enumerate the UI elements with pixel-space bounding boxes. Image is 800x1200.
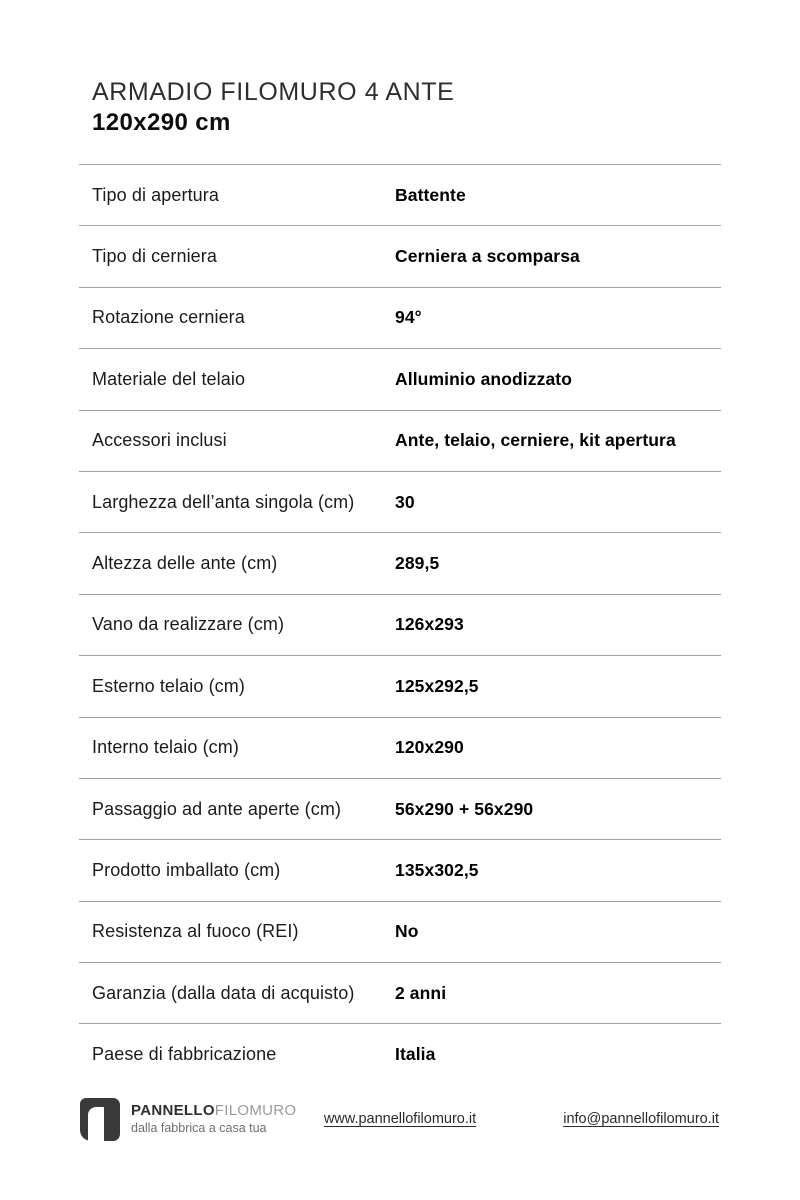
table-row (79, 532, 721, 593)
door-frame-icon (80, 1098, 120, 1141)
table-row (79, 471, 721, 532)
table-row (79, 778, 721, 839)
brand-tagline: dalla fabbrica a casa tua (131, 1121, 267, 1135)
spec-label: Altezza delle ante (cm) (92, 553, 278, 574)
table-row (79, 717, 721, 778)
brand-name: PANNELLOFILOMURO (131, 1102, 297, 1119)
spec-label: Tipo di cerniera (92, 246, 217, 267)
spec-label: Larghezza dell’anta singola (cm) (92, 491, 355, 512)
spec-value: No (395, 921, 419, 942)
spec-value: 30 (395, 491, 415, 512)
spec-value: 289,5 (395, 553, 440, 574)
table-row (79, 348, 721, 409)
spec-label: Interno telaio (cm) (92, 737, 239, 758)
page-title (92, 78, 454, 136)
table-row (79, 225, 721, 286)
email-link[interactable]: info@pannellofilomuro.it (563, 1111, 719, 1127)
product-size: 120x290 cm (92, 109, 231, 136)
table-row (79, 655, 721, 716)
spec-label: Esterno telaio (cm) (92, 675, 245, 696)
spec-value: 94° (395, 307, 422, 328)
spec-label: Rotazione cerniera (92, 307, 245, 328)
product-name: ARMADIO FILOMURO 4 ANTE (92, 78, 455, 106)
spec-label: Prodotto imballato (cm) (92, 859, 281, 880)
spec-label: Accessori inclusi (92, 430, 227, 451)
spec-label: Tipo di apertura (92, 184, 220, 205)
table-row (79, 287, 721, 348)
spec-label: Passaggio ad ante aperte (cm) (92, 798, 342, 819)
spec-value: 56x290 + 56x290 (395, 798, 534, 819)
spec-value: 2 anni (395, 982, 447, 1003)
spec-value: Italia (395, 1044, 436, 1065)
spec-label: Materiale del telaio (92, 368, 246, 389)
website-link[interactable]: www.pannellofilomuro.it (323, 1111, 477, 1127)
spec-value: Alluminio anodizzato (395, 368, 572, 389)
spec-label: Resistenza al fuoco (REI) (92, 921, 299, 942)
footer (79, 1098, 721, 1146)
table-row (79, 901, 721, 962)
table-row (79, 164, 721, 225)
spec-label: Paese di fabbricazione (92, 1044, 277, 1065)
spec-table (79, 164, 721, 1085)
table-row (79, 410, 721, 471)
table-row (79, 962, 721, 1023)
spec-label: Vano da realizzare (cm) (92, 614, 285, 635)
spec-value: 135x302,5 (395, 859, 479, 880)
spec-value: 126x293 (395, 614, 464, 635)
spec-label: Garanzia (dalla data di acquisto) (92, 982, 355, 1003)
spec-value: Ante, telaio, cerniere, kit apertura (395, 430, 676, 451)
spec-value: Battente (395, 184, 466, 205)
spec-value: Cerniera a scomparsa (395, 246, 580, 267)
table-row (79, 594, 721, 655)
spec-value: 120x290 (395, 737, 464, 758)
table-row (79, 839, 721, 900)
spec-value: 125x292,5 (395, 675, 479, 696)
table-row (79, 1023, 721, 1084)
